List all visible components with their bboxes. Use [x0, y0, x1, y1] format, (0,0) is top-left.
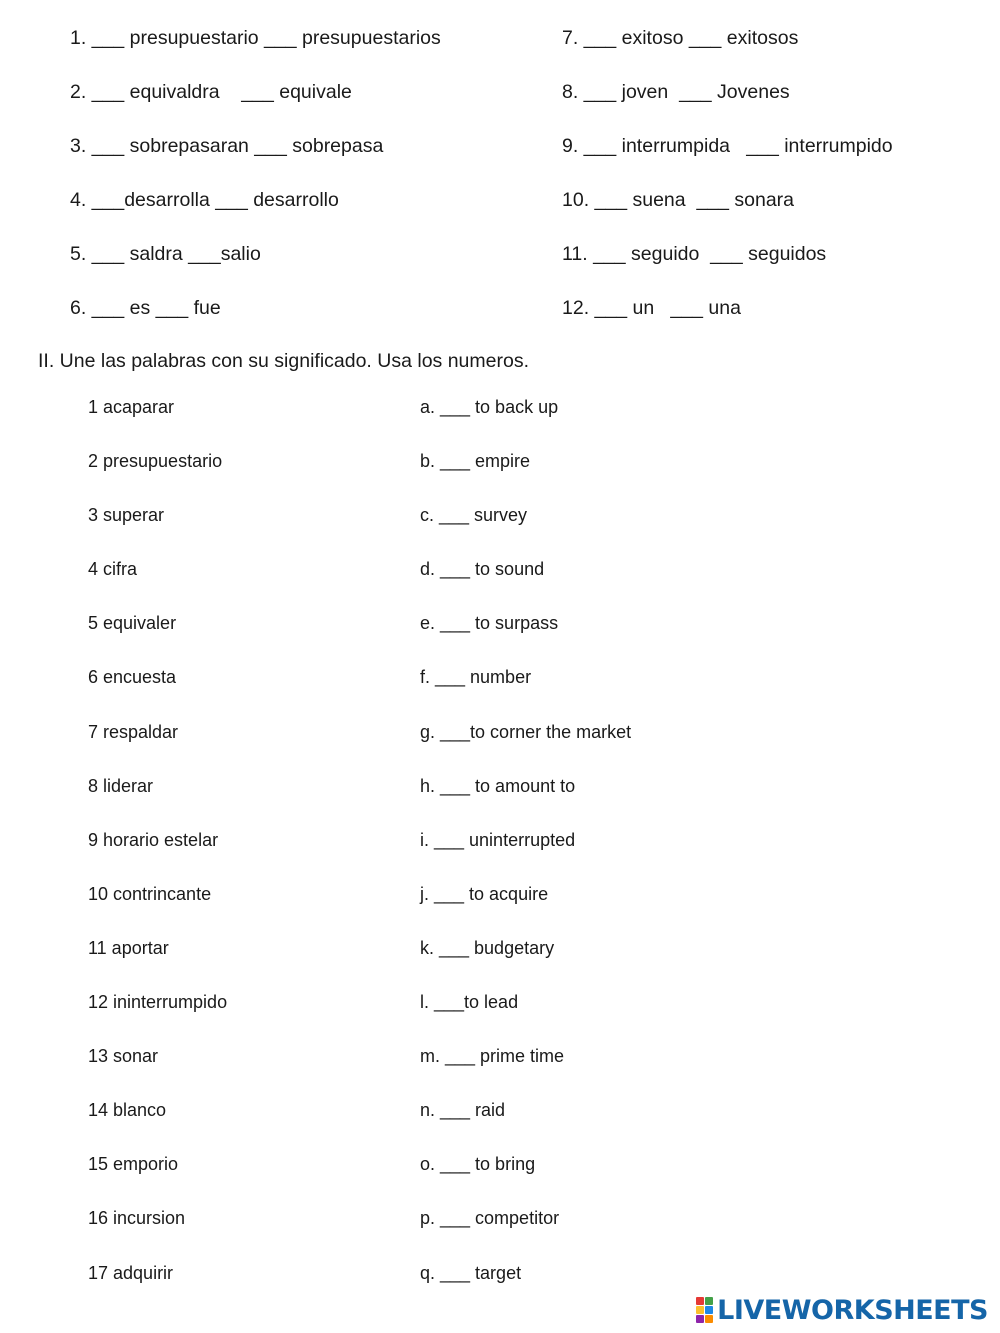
pair-row	[0, 22, 1000, 76]
match-meaning: q. ___ target	[420, 1262, 522, 1283]
logo-tile	[696, 1306, 704, 1314]
pair-right: 9. ___ interrumpida ___ interrumpido	[562, 135, 893, 157]
match-term: 6 encuesta	[88, 667, 177, 688]
match-row	[0, 771, 1000, 825]
pair-left: 4. ___desarrolla ___ desarrollo	[70, 189, 339, 211]
match-meaning: p. ___ competitor	[420, 1208, 560, 1229]
match-meaning: g. ___to corner the market	[420, 721, 632, 742]
match-term: 11 aportar	[88, 937, 169, 958]
logo-tile	[705, 1315, 713, 1323]
match-meaning: n. ___ raid	[420, 1100, 506, 1121]
logo-tile	[705, 1297, 713, 1305]
logo-tile	[696, 1315, 704, 1323]
liveworksheets-logo-icon	[696, 1297, 713, 1323]
match-row	[0, 608, 1000, 662]
pair-left: 6. ___ es ___ fue	[70, 297, 221, 319]
match-term: 3 superar	[88, 505, 165, 526]
match-meaning: j. ___ to acquire	[420, 883, 549, 904]
pair-right: 11. ___ seguido ___ seguidos	[562, 243, 827, 265]
match-term: 14 blanco	[88, 1100, 167, 1121]
match-row	[0, 879, 1000, 933]
match-meaning: e. ___ to surpass	[420, 613, 559, 634]
match-row	[0, 1041, 1000, 1095]
pair-right: 8. ___ joven ___ Jovenes	[562, 81, 790, 103]
match-term: 13 sonar	[88, 1046, 159, 1067]
match-meaning: a. ___ to back up	[420, 397, 559, 417]
pair-left: 3. ___ sobrepasaran ___ sobrepasa	[70, 135, 384, 157]
pair-right: 12. ___ un ___ una	[562, 297, 741, 319]
match-term: 4 cifra	[88, 559, 138, 580]
liveworksheets-logo	[696, 1295, 988, 1325]
match-term: 10 contrincante	[88, 883, 212, 904]
match-meaning: k. ___ budgetary	[420, 937, 555, 958]
match-meaning: i. ___ uninterrupted	[420, 829, 576, 850]
match-meaning: b. ___ empire	[420, 451, 531, 472]
match-term: 17 adquirir	[88, 1262, 174, 1283]
logo-text: LIVEWORKSHEETS	[717, 1294, 988, 1326]
match-term: 12 ininterrumpido	[88, 992, 228, 1013]
match-row	[0, 1095, 1000, 1149]
match-meaning: o. ___ to bring	[420, 1154, 536, 1175]
pair-row	[0, 76, 1000, 130]
match-row	[0, 1149, 1000, 1203]
match-meaning: l. ___to lead	[420, 992, 519, 1013]
pair-row	[0, 130, 1000, 184]
section-2-heading: II. Une las palabras con su significado. Usa los numeros.	[38, 350, 529, 372]
section-2-matching-list	[0, 392, 1000, 1312]
pair-right: 10. ___ suena ___ sonara	[562, 189, 795, 211]
logo-tile	[705, 1306, 713, 1314]
match-meaning: c. ___ survey	[420, 505, 528, 526]
match-term: 1 acaparar	[88, 397, 175, 417]
logo-tile	[696, 1297, 704, 1305]
pair-row	[0, 238, 1000, 292]
section-1-word-pairs	[0, 22, 1000, 346]
match-row	[0, 825, 1000, 879]
match-row	[0, 717, 1000, 771]
match-term: 16 incursion	[88, 1208, 186, 1229]
match-row	[0, 1203, 1000, 1257]
match-meaning: f. ___ number	[420, 667, 532, 688]
match-row	[0, 987, 1000, 1041]
match-row	[0, 662, 1000, 716]
pair-left: 5. ___ saldra ___salio	[70, 243, 261, 265]
match-meaning: d. ___ to sound	[420, 559, 545, 580]
match-term: 5 equivaler	[88, 613, 177, 634]
pair-row	[0, 184, 1000, 238]
match-term: 2 presupuestario	[88, 451, 223, 472]
match-term: 8 liderar	[88, 775, 154, 796]
match-row	[0, 933, 1000, 987]
pair-left: 2. ___ equivaldra ___ equivale	[70, 81, 352, 103]
match-row	[0, 446, 1000, 500]
match-term: 15 emporio	[88, 1154, 179, 1175]
pair-left: 1. ___ presupuestario ___ presupuestarios	[70, 27, 441, 49]
pair-row	[0, 292, 1000, 346]
match-term: 9 horario estelar	[88, 829, 219, 850]
match-row	[0, 500, 1000, 554]
match-row	[0, 392, 1000, 446]
pair-right: 7. ___ exitoso ___ exitosos	[562, 27, 799, 49]
match-term: 7 respaldar	[88, 721, 179, 742]
match-meaning: h. ___ to amount to	[420, 775, 576, 796]
match-row	[0, 554, 1000, 608]
match-meaning: m. ___ prime time	[420, 1046, 565, 1067]
